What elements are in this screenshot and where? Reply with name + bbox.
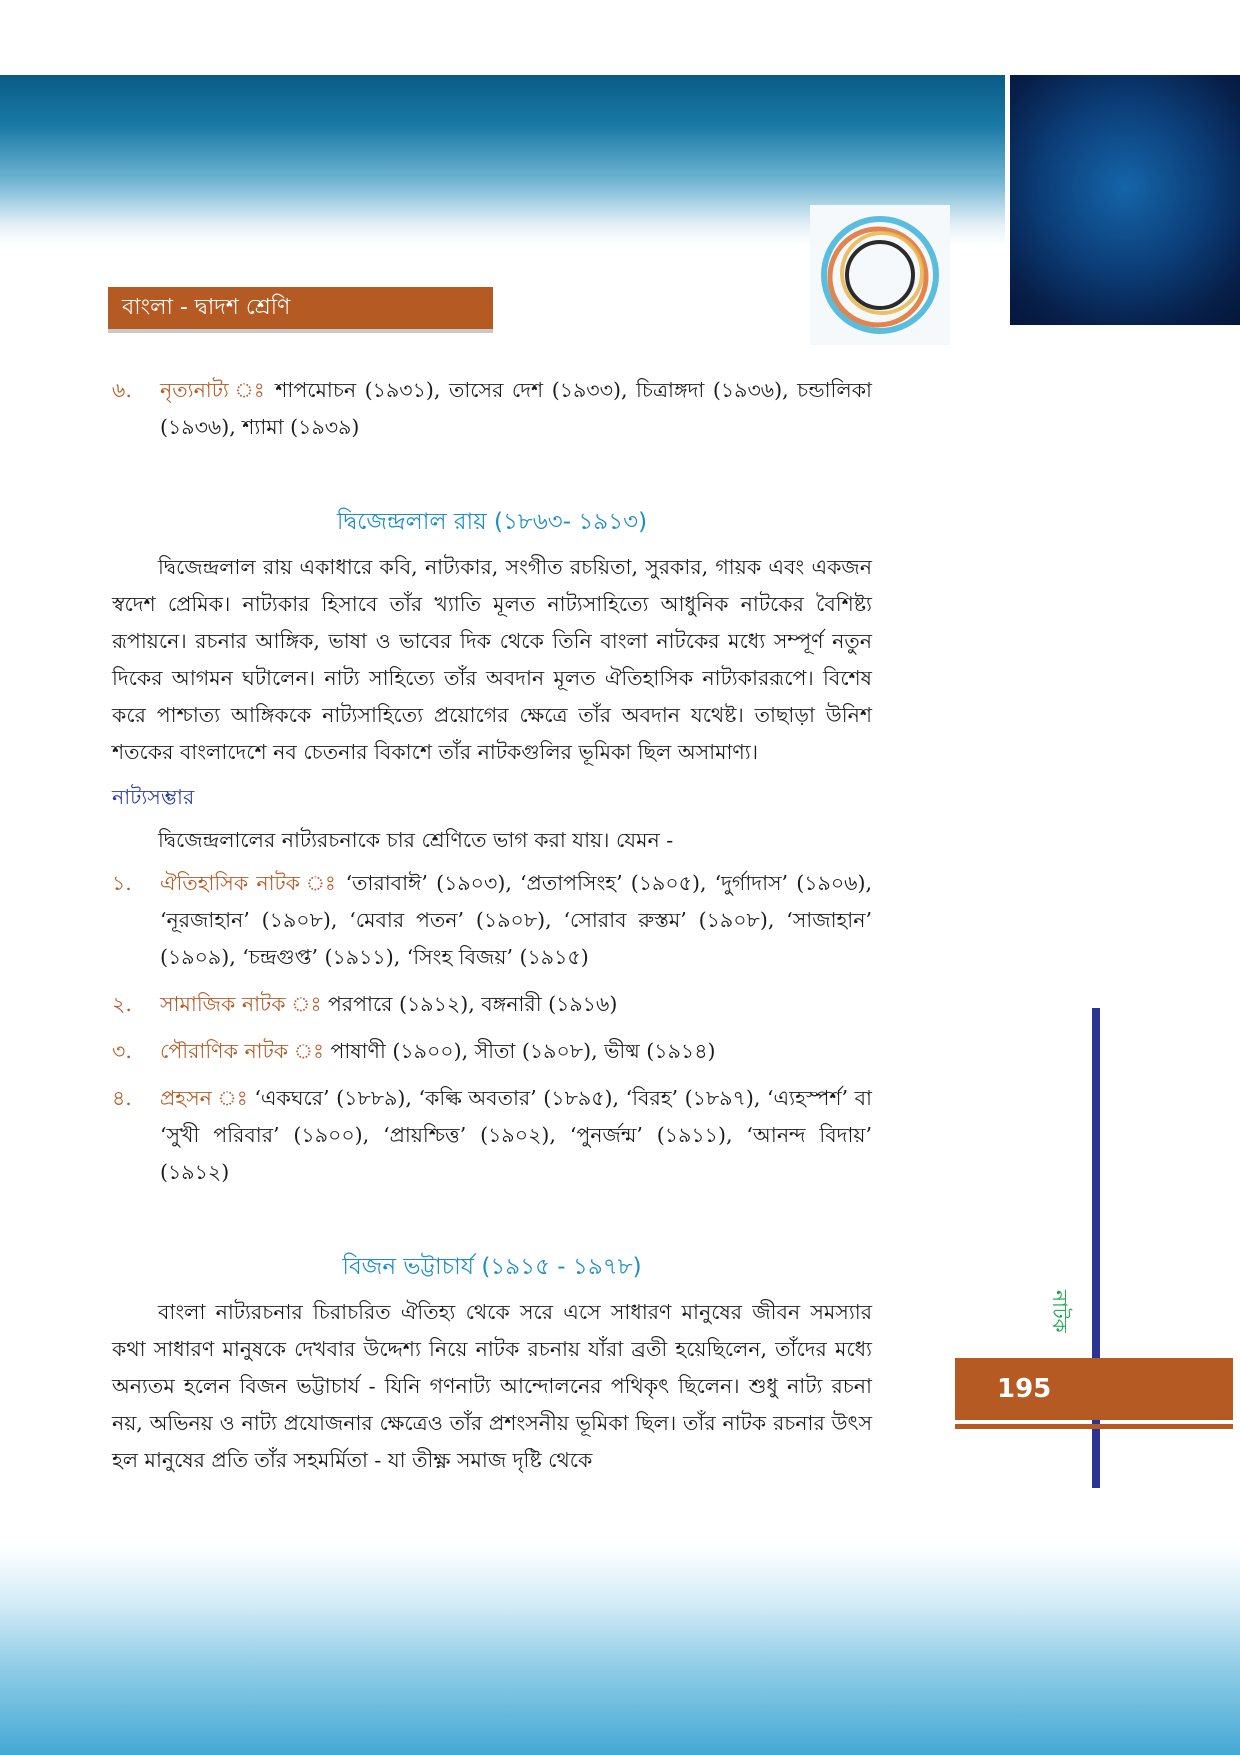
item-lead: পৌরাণিক নাটক ঃ [160, 1039, 324, 1063]
item-text: শাপমোচন (১৯৩১), তাসের দেশ (১৯৩৩), চিত্রাঙ্গদা (১৯৩৬), চন্ডালিকা (১৯৩৬), শ্যামা (১৯৩৯) [160, 378, 872, 439]
section-title-bijan: বিজন ভট্টাচার্য (১৯১৫ - ১৯৭৮) [342, 1254, 642, 1280]
page-number-underline [955, 1424, 1233, 1429]
page-content [112, 372, 872, 1479]
item-text: পাষাণী (১৯০০), সীতা (১৯০৮), ভীষ্ম (১৯১৪) [323, 1039, 716, 1063]
section-title-dwijendralal: দ্বিজেন্দ্রলাল রায় (১৮৬৩- ১৯১৩) [336, 509, 648, 535]
footer-gradient-band [0, 1545, 1240, 1755]
item-number: ৬. [112, 378, 132, 402]
chapter-side-label: নাটক [1048, 1290, 1072, 1333]
item-lead: প্রহসন ঃ [160, 1086, 248, 1110]
corner-decorative-block [1010, 75, 1240, 325]
item-number: ২. [112, 992, 132, 1016]
item-number: ১. [112, 871, 132, 895]
item-number: ৩. [112, 1039, 132, 1063]
list-item [112, 1033, 872, 1070]
series-title-tab: বাংলা - দ্বাদশ শ্রেণি [108, 287, 493, 329]
item-text: পরপারে (১৯১২), বঙ্গনারী (১৯১৬) [321, 992, 618, 1016]
item-lead: সামাজিক নাটক ঃ [160, 992, 322, 1016]
intro-line: দ্বিজেন্দ্রলালের নাট্যরচনাকে চার শ্রেণিতে ভাগ করা যায়। যেমন - [158, 828, 674, 852]
item-lead: ঐতিহাসিক নাটক ঃ [160, 871, 338, 895]
item-text: ‘একঘরে’ (১৮৮৯), ‘কল্কি অবতার’ (১৮৯৫), ‘বিরহ’ (১৮৯৭), ‘এ্যহস্পর্শ’ বা ‘সুখী পরিবার’ (১৯০০), ‘প্রায়শ্চিত্ত’ (১৯০২), ‘পুনর্জন্ম’ (১৯১১), ‘আনন্দ বিদায়’ (১৯১২) [160, 1086, 872, 1184]
list-item-nrityanatya [112, 372, 872, 446]
page-number: 195 [955, 1358, 1233, 1420]
list-item [112, 986, 872, 1023]
item-lead: নৃত্যনাট্য ঃ [160, 378, 267, 402]
list-item [112, 865, 872, 976]
item-number: ৪. [112, 1086, 132, 1110]
paragraph-dwijendralal: দ্বিজেন্দ্রলাল রায় একাধারে কবি, নাট্যকার, সংগীত রচয়িতা, সুরকার, গায়ক এবং একজন স্বদেশ প্রেমিক। নাট্যকার হিসাবে তাঁর খ্যাতি মূলত নাট্যসাহিত্যে আধুনিক নাটকের বৈশিষ্ট্য রূপায়নে। রচনার আঙ্গিক, ভাষা ও ভাবের দিক থেকে তিনি বাংলা নাটকের মধ্যে সম্পূর্ণ নতুন দিকের আগমন ঘটালেন। নাট্য সাহিত্যে তাঁর অবদান মূলত ঐতিহাসিক নাট্যকাররূপে। বিশেষ করে পাশ্চাত্য আঙ্গিককে নাট্যসাহিত্যে প্রয়োগের ক্ষেত্রে তাঁর অবদান যথেষ্ট। তাছাড়া উনিশ শতকের বাংলাদেশে নব চেতনার বিকাশে তাঁর নাটকগুলির ভূমিকা ছিল অসামাণ্য। [112, 555, 872, 764]
list-item [112, 1080, 872, 1191]
paragraph-bijan: বাংলা নাট্যরচনার চিরাচরিত ঐতিহ্য থেকে সরে এসে সাধারণ মানুষের জীবন সমস্যার কথা সাধারণ মানুষকে দেখবার উদ্দেশ্য নিয়ে নাটক রচনায় যাঁরা ব্রতী হয়েছিলেন, তাঁদের মধ্যে অন্যতম হলেন বিজন ভট্টাচার্য - যিনি গণনাট্য আন্দোলনের পথিকৃৎ ছিলেন। শুধু নাট্য রচনা নয়, অভিনয় ও নাট্য প্রযোজনার ক্ষেত্রেও তাঁর প্রশংসনীয় ভূমিকা ছিল। তাঁর নাটক রচনার উৎস হল মানুষের প্রতি তাঁর সহমর্মিতা - যা তীক্ষ্ণ সমাজ দৃষ্টি থেকে [112, 1300, 872, 1472]
subheading-natyasambhar: নাট্যসম্ভার [112, 785, 195, 809]
rings-logo-icon [810, 205, 950, 345]
item-text: ‘তারাবাঈ’ (১৯০৩), ‘প্রতাপসিংহ’ (১৯০৫), ‘দুর্গাদাস’ (১৯০৬), ‘নূরজাহান’ (১৯০৮), ‘মেবার পতন’ (১৯০৮), ‘সোরাব রুস্তম’ (১৯০৮), ‘সাজাহান’ (১৯০৯), ‘চন্দ্রগুপ্ত’ (১৯১১), ‘সিংহ বিজয়’ (১৯১৫) [160, 871, 872, 969]
